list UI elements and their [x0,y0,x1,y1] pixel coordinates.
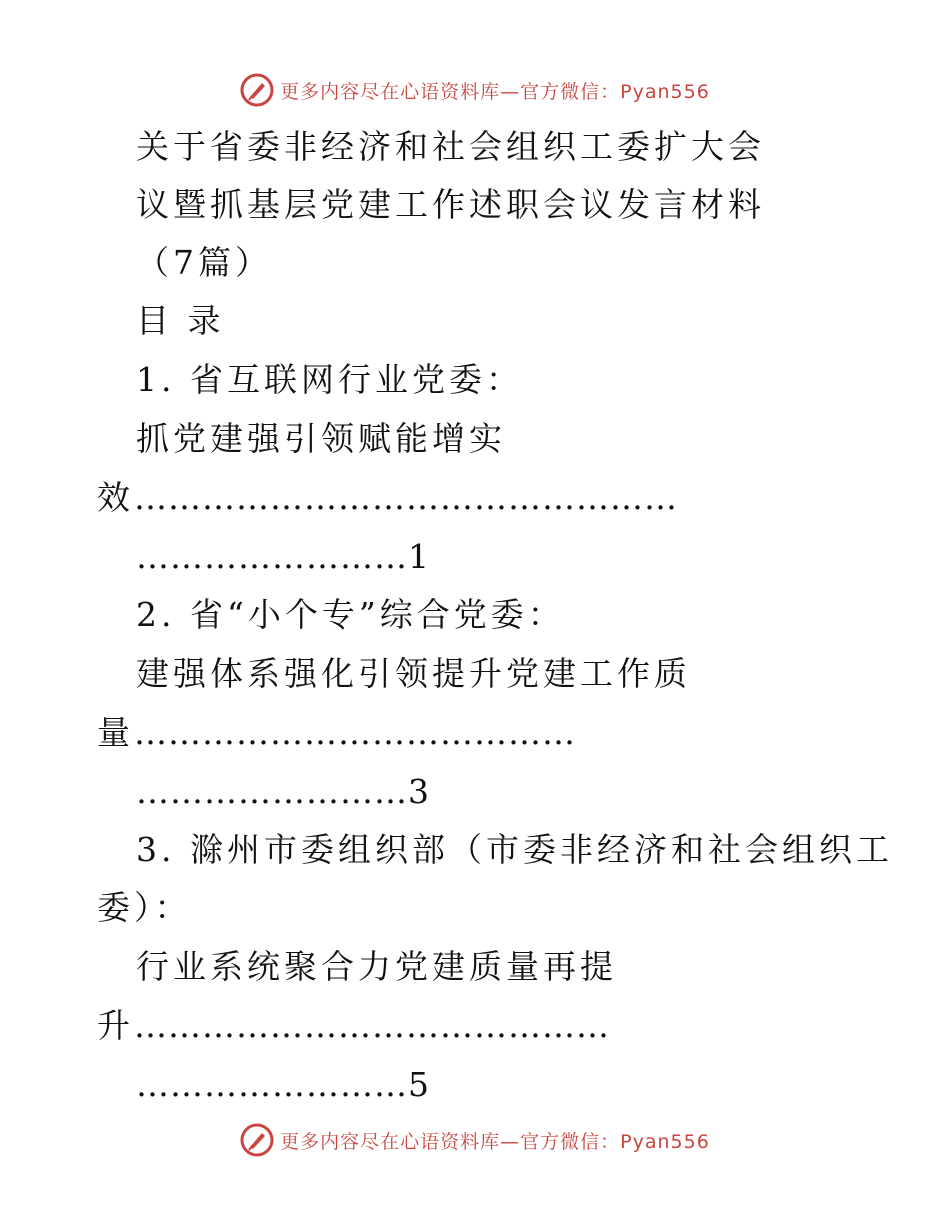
title-line-3: （7篇） [136,243,272,282]
toc-entry-2-page-line [136,772,433,812]
toc-entry-1-title: 抓党建强引领赋能增实 [136,419,506,458]
toc-entry-3-last-char: 升 [97,1006,134,1045]
toc-entry-3-title: 行业系统聚合力党建质量再提 [136,947,617,986]
toc-entry-1-org: 1. 省互联网行业党委： [136,360,523,399]
watermark-footer [0,1120,950,1160]
toc-entry-2-page: 3 [408,772,433,811]
toc-entry-1-page-line [136,537,433,577]
toc-entry-3-title-end [97,1006,610,1046]
watermark-text: 更多内容尽在心语资料库—官方微信：Pyan556 [280,80,710,103]
toc-entry-1-page: 1 [408,537,433,576]
toc-entry-1-title-end [97,478,678,518]
quill-logo-icon [240,1123,274,1157]
watermark-header [0,70,950,110]
toc-entry-2-title-end [97,713,576,753]
title-line-1: 关于省委非经济和社会组织工委扩大会 [136,127,765,166]
toc-entry-1-last-char: 效 [97,478,134,517]
toc-entry-3-org-cont: 委）： [97,888,192,927]
toc-entry-2-leader: ………………………………… [134,713,576,752]
toc-entry-3-page: 5 [408,1065,433,1104]
toc-entry-3-leader: …………………………………… [134,1006,610,1045]
watermark-text: 更多内容尽在心语资料库—官方微信：Pyan556 [280,1130,710,1153]
title-line-2: 议暨抓基层党建工作述职会议发言材料 [136,185,765,224]
toc-entry-3-org: 3. 滁州市委组织部（市委非经济和社会组织工 [136,830,893,869]
toc-entry-2-leader-2: …………………… [136,772,408,811]
toc-entry-2-last-char: 量 [97,713,134,752]
toc-entry-1-leader-2: …………………… [136,537,408,576]
toc-entry-2-org: 2. 省“小个专”综合党委： [136,595,565,634]
toc-entry-2-title: 建强体系强化引领提升党建工作质 [136,654,691,693]
toc-heading: 目 录 [136,301,225,340]
quill-logo-icon [240,73,274,107]
toc-entry-1-leader: ………………………………………… [134,478,678,517]
toc-entry-3-page-line [136,1065,433,1105]
toc-entry-3-leader-2: …………………… [136,1065,408,1104]
